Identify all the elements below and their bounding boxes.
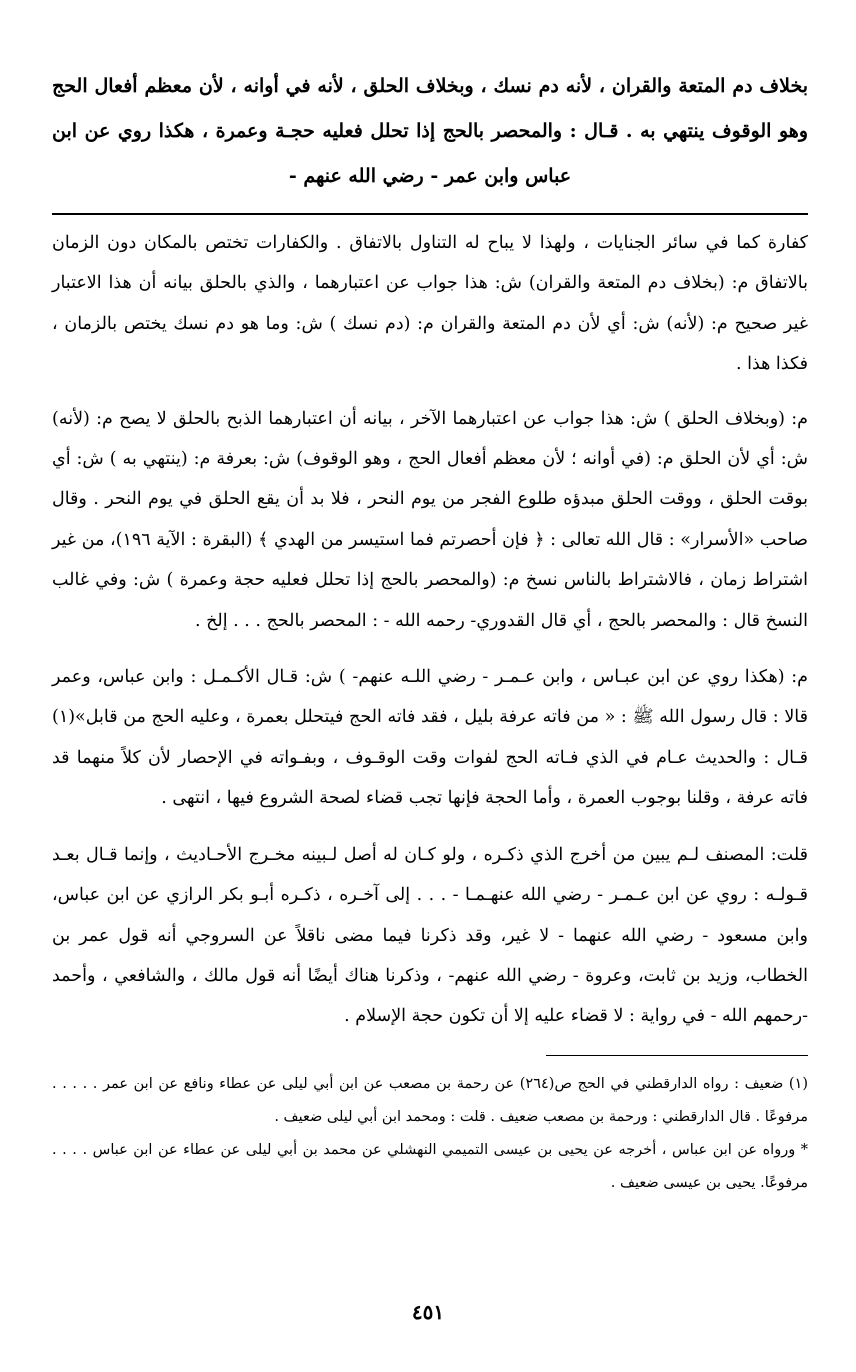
footnote-line: * ورواه عن ابن عباس ، أخرجه عن يحيى بن عيسى التميمي النهشلي عن محمد بن أبي ليلى عن عطاء عن ابن عباس . . . . مرفوعًا. يحيى بن عيسى ضعيف . (52, 1141, 808, 1191)
commentary-paragraph: كفارة كما في سائر الجنايات ، ولهذا لا يباح له التناول بالاتفاق . والكفارات تختص بالمكان دون الزمان بالاتفاق م: (بخلاف دم المتعة والقران) ش: هذا جواب عن اعتبارهما ، والذي بالحلق بيانه أن هذا الاعتبار غير صحيح م: (لأنه) ش: أي لأن دم المتعة والقران م: (دم نسك ) ش: وما هو دم نسك يختص بالزمان ، فكذا هذا . (52, 233, 808, 375)
footnote-line: (١) ضعيف : رواه الدارقطني في الحج ص(٢٦٤) عن رحمة بن مصعب عن ابن أبي ليلى عن عطاء ونافع عن ابن عمر . . . . . مرفوعًا . قال الدارقطني : ورحمة بن مصعب ضعيف . قلت : ومحمد ابن أبي ليلى ضعيف . (52, 1075, 809, 1125)
commentary-section (52, 223, 808, 1037)
commentary-paragraph: قلت: المصنف لـم يبين من أخرج الذي ذكـره ، ولو كـان له أصل لـبينه مخـرج الأحـاديث ، وإنما قـال بعـد قـولـه : روي عن ابن عـمـر - رضي الله عنهـمـا - . . . إلى آخـره ، ذكـره أبـو بكر الرازي عن ابن عباس، وابن مسعود - رضي الله عنهما - لا غير، وقد ذكرنا فيما مضى ناقلاً عن السروجي أنه قول عمر بن الخطاب، وزيد بن ثابت، وعروة - رضي الله عنهم- ، وذكرنا هناك أيضًا أنه قول مالك ، والشافعي ، وأحمد -رحمهم الله - في رواية : لا قضاء عليه إلا أن تكون حجة الإسلام . (52, 844, 808, 1027)
commentary-paragraph: م: (وبخلاف الحلق ) ش: هذا جواب عن اعتبارهما الآخر ، بيانه أن اعتبارهما الذبح بالحلق لا يصح م: (لأنه) ش: أي لأن الحلق م: (في أوانه ؛ لأن معظم أفعال الحج ، وهو الوقوف) ش: بعرفة م: (ينتهي به ) ش: أي بوقت الحلق ، ووقت الحلق مبدؤه طلوع الفجر من يوم النحر ، فلا بد أن يقع الحلق في يوم النحر . وقال صاحب «الأسرار» : قال الله تعالى : ﴿ فإن أحصرتم فما استيسر من الهدي ﴾ (البقرة : الآية ١٩٦)، من غير اشتراط زمان ، فالاشتراط بالناس نسخ م: (والمحصر بالحج إذا تحلل فعليه حجة وعمرة ) ش: وفي غالب النسخ قال : والمحصر بالحج ، أي قال القدوري- رحمه الله - : المحصر بالحج . . . إلخ . (52, 408, 808, 631)
footnotes-section (52, 1068, 808, 1200)
footnote-separator-rule (546, 1055, 808, 1056)
page-number: ٤٥١ (411, 1300, 445, 1324)
page-body (52, 64, 808, 1200)
matn-text: بخلاف دم المتعة والقران ، لأنه دم نسك ، وبخلاف الحلق ، لأنه في أوانه ، لأن معظم أفعال الحج وهو الوقوف ينتهي به . قـال : والمحصر بالحج إذا تحلل فعليه حجـة وعمرة ، هكذا روي عن ابن عباس وابن عمر - رضي الله عنهم - (52, 75, 808, 187)
matn-separator-rule (52, 213, 808, 215)
matn-section (52, 64, 808, 199)
commentary-paragraph: م: (هكذا روي عن ابن عبـاس ، وابن عـمـر - رضي اللـه عنهم- ) ش: قـال الأكـمـل : وابن عباس، وعمر قالا : قال رسول الله ﷺ : « من فاته عرفة بليل ، فقد فاته الحج فيتحلل بعمرة ، وعليه الحج من قابل»(١) قـال : والحديث عـام في الذي فـاته الحج لفوات وقت الوقـوف ، وبفـواته في الإحصار لأن كلاً منهما قد فاته عرفة ، وقلنا بوجوب العمرة ، وأما الحجة فإنها تجب قضاء لصحة الشروع فيها ، انتهى . (52, 667, 808, 809)
